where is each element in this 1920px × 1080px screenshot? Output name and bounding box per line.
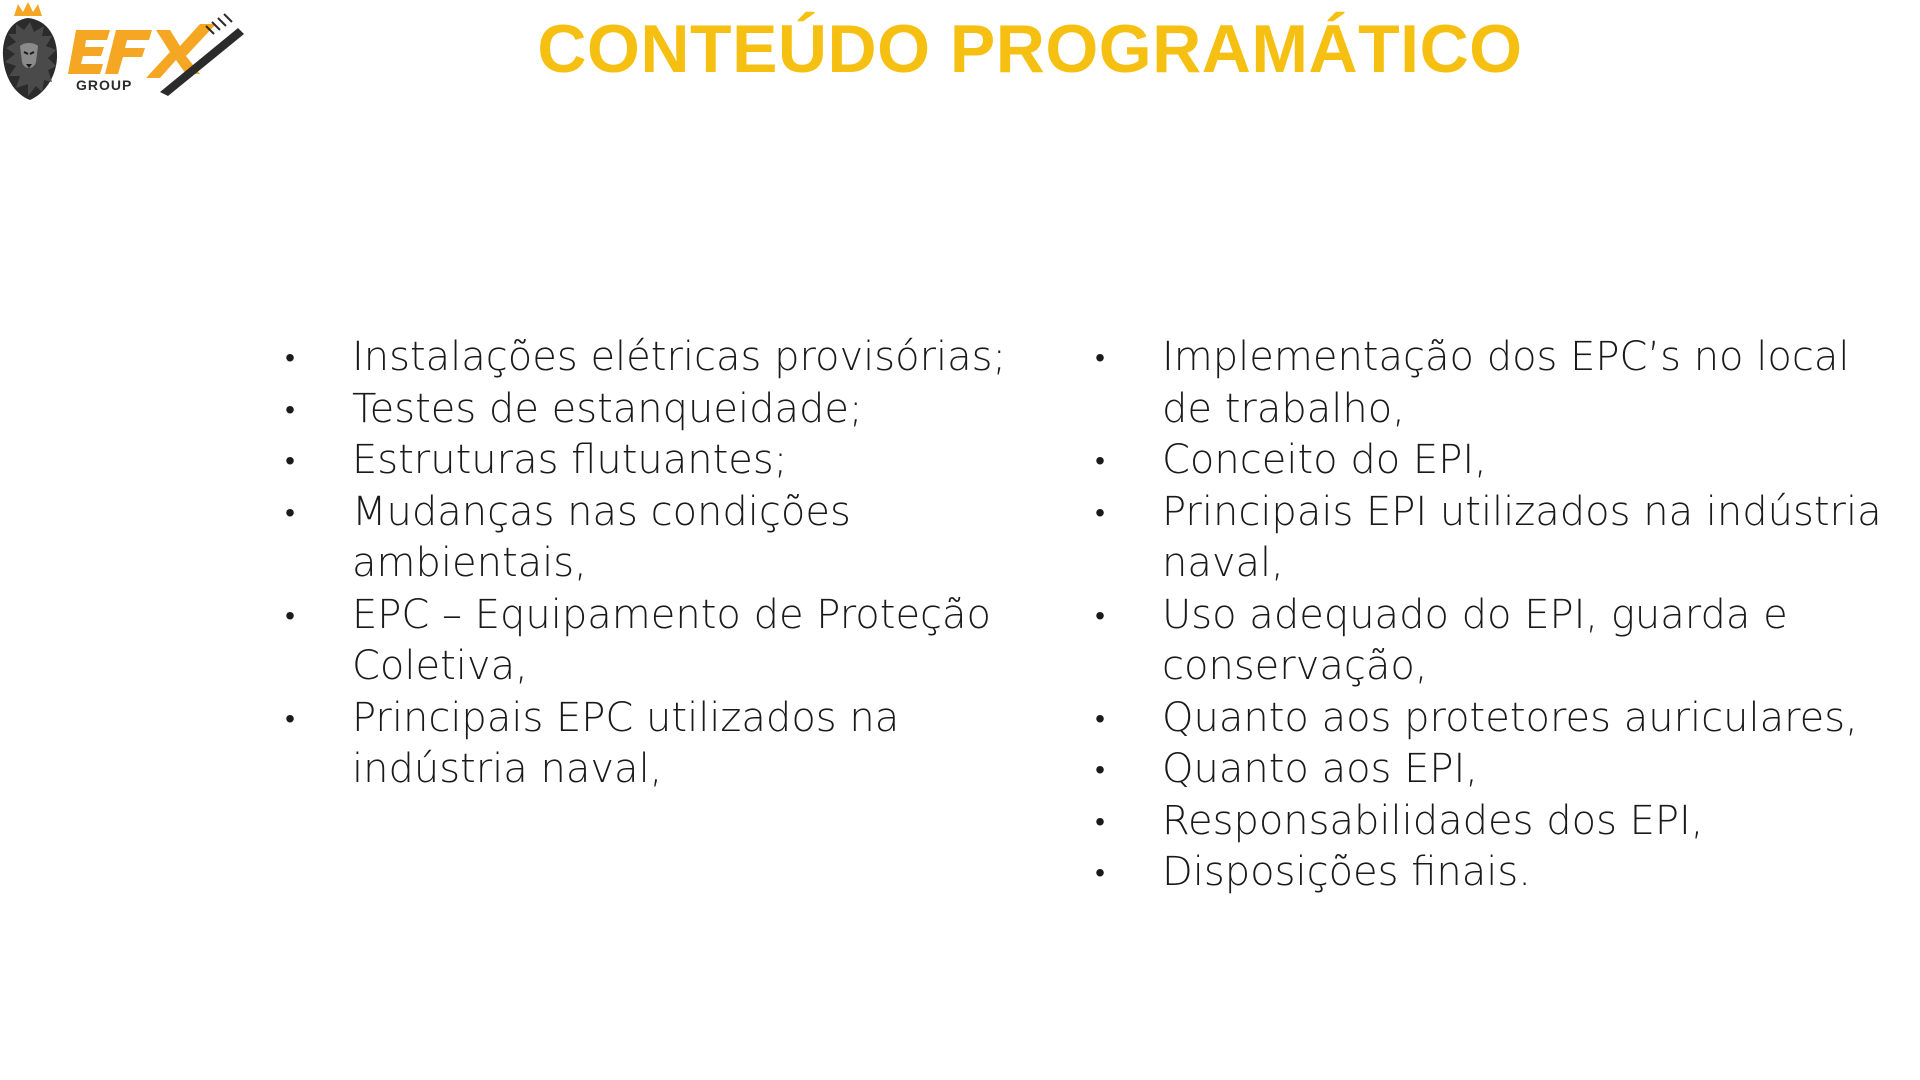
bullet: • xyxy=(285,341,295,374)
list-item xyxy=(1093,796,1893,848)
right-topic-list xyxy=(1093,332,1893,899)
bullet: • xyxy=(1095,701,1105,735)
bullet: • xyxy=(1095,856,1105,889)
list-item-text: Disposições finais. xyxy=(1162,849,1531,895)
bullet: • xyxy=(285,444,295,477)
svg-text:GROUP: GROUP xyxy=(76,77,133,93)
bullet: • xyxy=(285,495,295,529)
crown-icon xyxy=(14,2,42,16)
list-item-text: Conceito do EPI, xyxy=(1162,437,1487,483)
bullet: • xyxy=(1095,495,1105,529)
efx-group-logo xyxy=(0,0,250,105)
bullet: • xyxy=(1095,598,1105,632)
bullet: • xyxy=(1095,753,1105,786)
left-topic-list xyxy=(283,332,1063,796)
bullet: • xyxy=(1095,804,1105,838)
page-title: CONTEÚDO PROGRAMÁTICO xyxy=(537,11,1523,87)
list-item-text: Estruturas flutuantes; xyxy=(352,437,788,483)
list-item xyxy=(1093,693,1893,745)
list-item-text: Principais EPI utilizados na indústria naval, xyxy=(1162,488,1882,586)
list-item xyxy=(283,332,1063,384)
list-item-text: Principais EPC utilizados na indústria naval, xyxy=(352,694,900,792)
list-item-text: Mudanças nas condições ambientais, xyxy=(352,488,851,586)
list-item xyxy=(1093,847,1893,899)
list-item xyxy=(1093,487,1893,590)
list-item xyxy=(1093,332,1893,435)
list-item xyxy=(1093,435,1893,487)
list-item xyxy=(283,693,1063,796)
list-item-text: Responsabilidades dos EPI, xyxy=(1162,797,1704,844)
list-item xyxy=(1093,744,1893,796)
list-item-text: Quanto aos protetores auriculares, xyxy=(1162,694,1858,741)
list-item-text: EPC – Equipamento de Proteção Coletiva, xyxy=(352,591,992,689)
list-item-text: Uso adequado do EPI, guarda e conservação, xyxy=(1162,591,1788,689)
list-item-text: Quanto aos EPI, xyxy=(1162,746,1479,792)
bullet: • xyxy=(285,701,295,735)
list-item-text: Testes de estanqueidade; xyxy=(352,385,863,432)
list-item xyxy=(283,435,1063,487)
list-item xyxy=(1093,590,1893,693)
bullet: • xyxy=(1095,444,1105,477)
list-item-text: Instalações elétricas provisórias; xyxy=(352,334,1006,380)
bullet: • xyxy=(1095,341,1105,374)
list-item xyxy=(283,590,1063,693)
bullet: • xyxy=(285,598,295,632)
list-item xyxy=(283,384,1063,436)
bullet: • xyxy=(285,392,295,426)
list-item-text: Implementação dos EPC’s no local de trabalho, xyxy=(1162,334,1850,432)
lion-crown-icon xyxy=(3,18,57,100)
list-item xyxy=(283,487,1063,590)
